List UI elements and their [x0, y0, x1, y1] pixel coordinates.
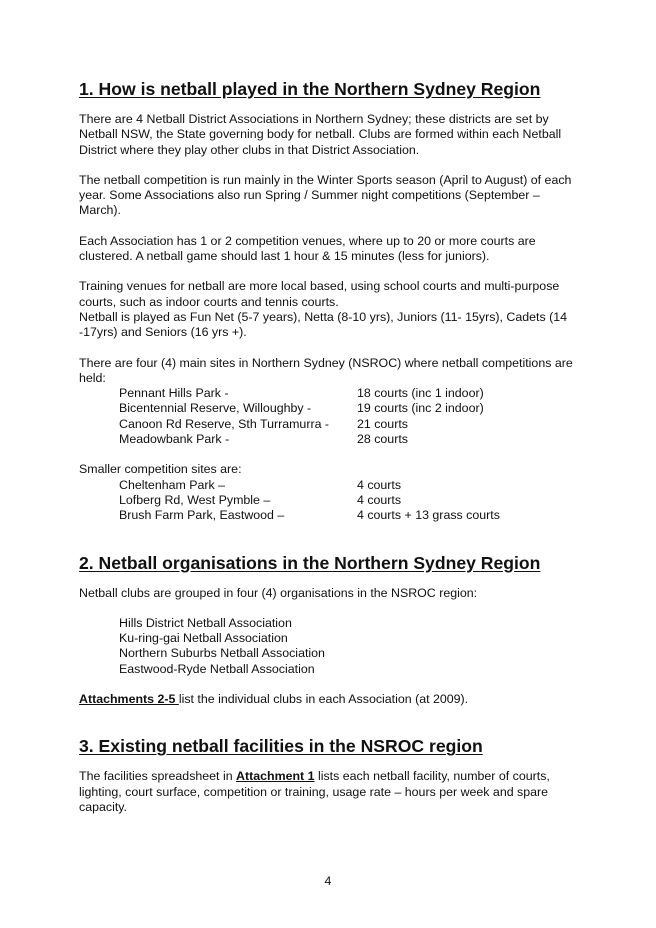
site-name: Lofberg Rd, West Pymble –: [119, 492, 271, 507]
document-page: [79, 78, 579, 815]
site-row: [79, 401, 579, 416]
site-name: Canoon Rd Reserve, Sth Turramurra -: [119, 416, 330, 431]
site-courts: 21 courts: [357, 416, 408, 431]
site-courts: 19 courts (inc 2 indoor): [357, 401, 484, 416]
site-name: Bicentennial Reserve, Willoughby -: [119, 401, 312, 416]
organisation-item: Hills District Netball Association: [119, 615, 292, 630]
attachments-2-5-link[interactable]: Attachments 2-5: [79, 692, 179, 707]
site-name: Meadowbank Park -: [119, 432, 230, 447]
attachments-text: list the individual clubs in each Association (at 2009).: [178, 692, 469, 707]
site-courts: 4 courts + 13 grass courts: [357, 508, 500, 523]
facilities-paragraph: [79, 769, 579, 815]
section-1-paragraph-2: The netball competition is run mainly in the Winter Sports season (April to August) of each year. Some Associations also run Spring / Summer night competitions (September – March).: [79, 172, 572, 218]
section-1-paragraph-3: Each Association has 1 or 2 competition venues, where up to 20 or more courts are clustered. A netball game should last 1 hour & 15 minutes (less for juniors).: [79, 233, 536, 264]
section-1-heading: 1. How is netball played in the Northern Sydney Region: [79, 79, 541, 99]
site-courts: 4 courts: [357, 477, 402, 492]
site-courts: 18 courts (inc 1 indoor): [357, 386, 484, 401]
smaller-sites-intro: Smaller competition sites are:: [79, 462, 242, 477]
site-row: [79, 417, 579, 432]
smaller-sites-list: [79, 478, 579, 524]
page-number: 4: [324, 874, 332, 888]
section-1-paragraph-1: There are 4 Netball District Associations in Northern Sydney; these districts are set by Netball NSW, the State governing body for netball. Clubs are formed within each Netball District where they play other clubs in that District Association.: [79, 112, 562, 157]
site-row: [79, 493, 579, 508]
organisations-list: [79, 616, 579, 677]
organisation-item: Eastwood-Ryde Netball Association: [119, 661, 315, 676]
site-row: [79, 508, 579, 523]
site-name: Pennant Hills Park -: [119, 386, 229, 401]
section-2-heading: 2. Netball organisations in the Northern Sydney Region: [79, 552, 541, 573]
main-sites-intro: There are four (4) main sites in Northern Sydney (NSROC) where netball competitions are held:: [79, 355, 573, 385]
site-name: Brush Farm Park, Eastwood –: [119, 508, 285, 523]
facilities-text-before: The facilities spreadsheet in: [79, 769, 237, 784]
organisation-item: Ku-ring-gai Netball Association: [119, 631, 288, 646]
section-1-paragraph-5: Netball is played as Fun Net (5-7 years), Netta (8-10 yrs), Juniors (11- 15yrs), Cadets (14 -17yrs) and Seniors (16 yrs +).: [79, 309, 568, 340]
site-name: Cheltenham Park –: [119, 477, 226, 492]
site-courts: 28 courts: [357, 432, 408, 447]
section-2-intro: Netball clubs are grouped in four (4) organisations in the NSROC region:: [79, 585, 478, 600]
organisation-item: Northern Suburbs Netball Association: [119, 646, 325, 661]
section-3-heading: 3. Existing netball facilities in the NSROC region: [79, 736, 483, 757]
site-row: [79, 386, 579, 401]
main-sites-list: [79, 386, 579, 447]
section-1-paragraph-4: Training venues for netball are more local based, using school courts and multi-purpose courts, such as indoor courts and tennis courts.: [79, 279, 560, 309]
attachment-1-link[interactable]: Attachment 1: [236, 769, 315, 784]
facilities-text-after: lists each netball facility, number of courts, lighting, court surface, competition or training, usage rate – hours per week and spare capacity.: [79, 769, 550, 814]
site-courts: 4 courts: [357, 492, 402, 507]
attachments-paragraph: [79, 692, 579, 707]
site-row: [79, 478, 579, 493]
site-row: [79, 432, 579, 447]
